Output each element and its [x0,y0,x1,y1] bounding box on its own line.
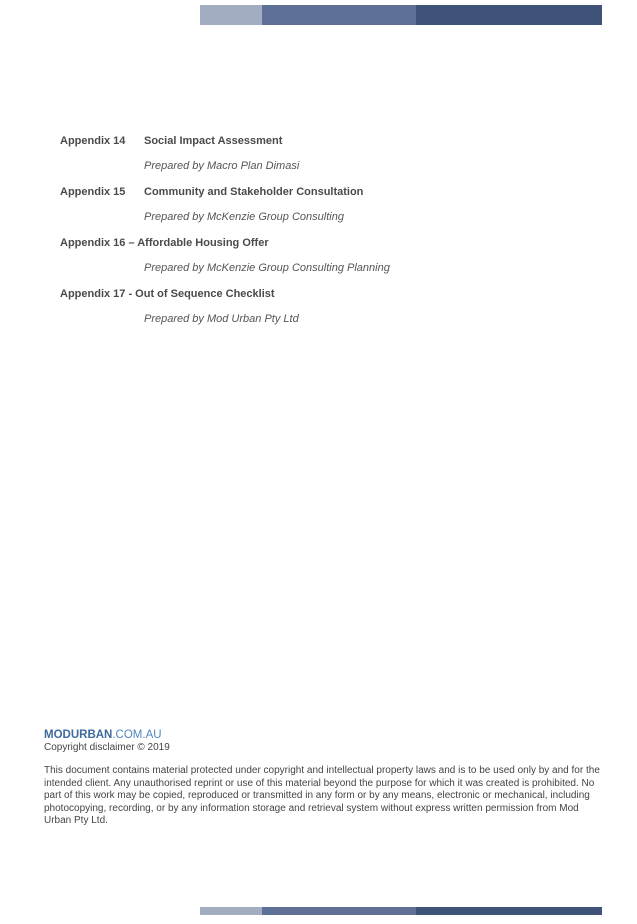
appendix-heading [60,134,600,148]
header-band-segment-mid [262,5,416,25]
appendix-prepared-by: Prepared by Macro Plan Dimasi [144,160,300,172]
appendix-title: Community and Stakeholder Consultation [144,186,364,198]
header-band-segment-light [200,5,262,25]
appendix-prepared-by: Prepared by Mod Urban Pty Ltd [144,313,299,325]
appendix-title: Social Impact Assessment [144,135,283,147]
appendix-prepared-by: Prepared by McKenzie Group Consulting [144,211,344,223]
copyright-disclaimer: This document contains material protected under copyright and intellectual property laws and is to be used only by and for the intended client. Any unauthorised reprint or use of this material beyond the purpose for which it was created is prohibited. No part of this work may be copied, reproduced or transmitted in any form or by any means, electronic or mechanical, including photocopying, recording, or by any information storage and retrieval system without express written permission from Mod Urban Pty Ltd. [44,765,600,827]
footer-band-segment-mid [262,907,416,915]
header-band-segment-dark [416,5,602,25]
appendix-entry-16 [60,236,600,275]
appendix-heading [60,185,600,199]
footer [44,729,600,828]
appendix-number: Appendix 14 [60,135,126,147]
appendix-number: Appendix 15 [60,186,126,198]
header-color-band [200,5,602,25]
footer-band-segment-dark [416,907,602,915]
footer-color-band [200,907,602,915]
appendix-prepared-by: Prepared by McKenzie Group Consulting Planning [144,262,390,274]
footer-band-segment-light [200,907,262,915]
appendix-heading [60,287,600,301]
appendix-entry-15 [60,185,600,224]
brand-domain: .COM.AU [112,729,162,741]
appendix-heading-text: Appendix 16 – Affordable Housing Offer [60,237,269,249]
appendix-list [60,134,600,326]
appendix-entry-17 [60,287,600,326]
brand-name: MODURBAN [44,729,113,741]
copyright-notice: Copyright disclaimer © 2019 [44,742,170,753]
appendix-heading-text: Appendix 17 - Out of Sequence Checklist [60,288,275,300]
appendix-heading [60,236,600,250]
brand-website [44,729,600,742]
appendix-entry-14 [60,134,600,173]
